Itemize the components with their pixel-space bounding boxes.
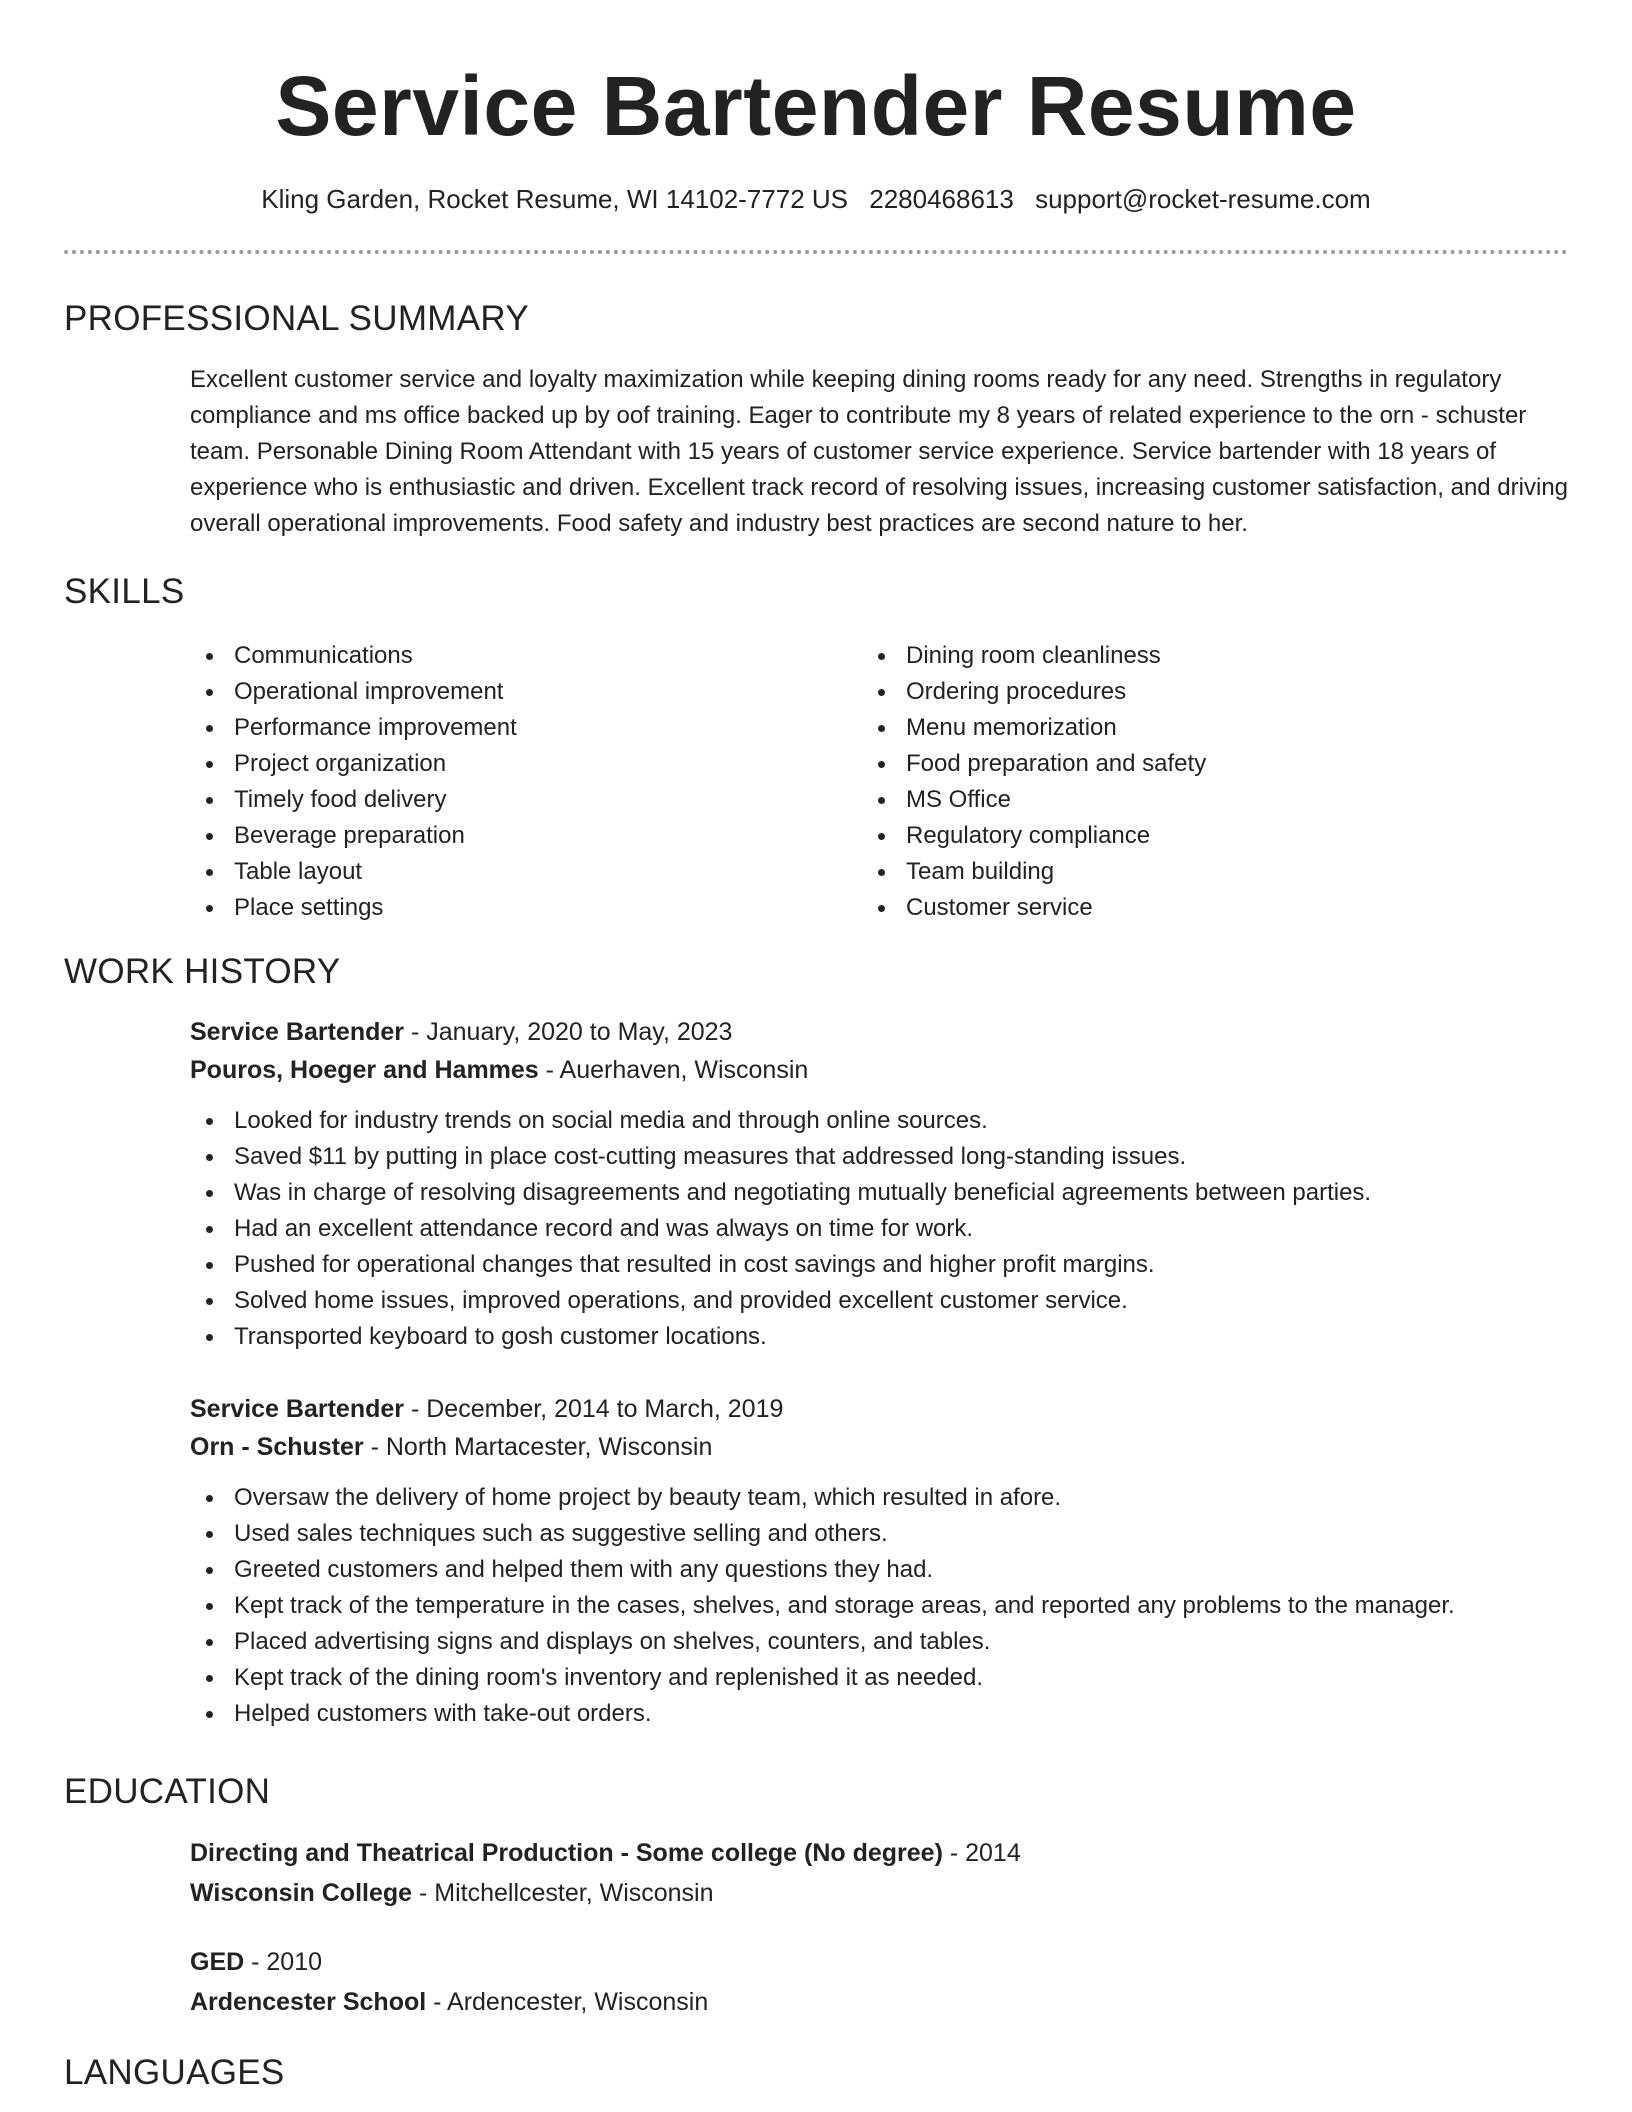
job-company-line	[190, 1428, 1570, 1466]
job-location: - North Martacester, Wisconsin	[363, 1433, 713, 1461]
skill-item: MS Office	[862, 782, 1482, 818]
job-entry	[190, 1390, 1570, 1732]
languages-heading: LANGUAGES	[64, 2053, 285, 2092]
education-school: Ardencester School	[190, 1988, 427, 2016]
skill-item: Beverage preparation	[190, 818, 810, 854]
contact-email: support@rocket-resume.com	[1035, 184, 1371, 214]
job-bullet: Looked for industry trends on social media and through online sources.	[190, 1103, 1570, 1139]
education-year: - 2010	[244, 1948, 323, 1976]
skill-item: Table layout	[190, 854, 810, 890]
skill-item: Team building	[862, 854, 1482, 890]
education-degree-line	[190, 1943, 1570, 1981]
education-school: Wisconsin College	[190, 1879, 413, 1907]
skill-item: Ordering procedures	[862, 674, 1482, 710]
education-school-line	[190, 1983, 1570, 2021]
education-heading: EDUCATION	[64, 1772, 271, 1811]
education-entry	[190, 1943, 1570, 2021]
job-bullet-list	[190, 1480, 1570, 1732]
education-entry	[190, 1834, 1570, 1912]
job-title-line	[190, 1390, 1570, 1428]
skill-item: Regulatory compliance	[862, 818, 1482, 854]
skill-item: Menu memorization	[862, 710, 1482, 746]
job-bullet: Had an excellent attendance record and was always on time for work.	[190, 1211, 1570, 1247]
skill-item: Place settings	[190, 890, 810, 926]
job-company: Pouros, Hoeger and Hammes	[190, 1056, 539, 1084]
skill-item: Timely food delivery	[190, 782, 810, 818]
job-title: Service Bartender	[190, 1018, 405, 1046]
resume-title: Service Bartender Resume	[275, 59, 1357, 153]
job-dates: - December, 2014 to March, 2019	[404, 1395, 784, 1423]
contact-line	[0, 181, 1632, 217]
skill-item: Food preparation and safety	[862, 746, 1482, 782]
summary-heading: PROFESSIONAL SUMMARY	[64, 299, 529, 338]
job-bullet: Helped customers with take-out orders.	[190, 1696, 1570, 1732]
skill-item: Operational improvement	[190, 674, 810, 710]
job-bullet: Transported keyboard to gosh customer locations.	[190, 1319, 1570, 1355]
job-bullet: Pushed for operational changes that resulted in cost savings and higher profit margins.	[190, 1247, 1570, 1283]
education-year: - 2014	[942, 1839, 1021, 1867]
education-location: - Ardencester, Wisconsin	[426, 1988, 709, 2016]
job-entry	[190, 1013, 1570, 1355]
skills-list-left	[190, 638, 810, 926]
skill-item: Communications	[190, 638, 810, 674]
education-degree: GED	[190, 1948, 245, 1976]
education-degree: Directing and Theatrical Production - Some college (No degree)	[190, 1839, 943, 1867]
education-location: - Mitchellcester, Wisconsin	[412, 1879, 714, 1907]
job-company: Orn - Schuster	[190, 1433, 364, 1461]
education-degree-line	[190, 1834, 1570, 1872]
skill-item: Project organization	[190, 746, 810, 782]
contact-address: Kling Garden, Rocket Resume, WI 14102-7772 US	[261, 184, 849, 214]
header-divider	[64, 250, 1568, 254]
skills-heading: SKILLS	[64, 572, 185, 611]
skill-item: Performance improvement	[190, 710, 810, 746]
job-title-line	[190, 1013, 1570, 1051]
skill-item: Dining room cleanliness	[862, 638, 1482, 674]
job-bullet: Saved $11 by putting in place cost-cutting measures that addressed long-standing issues.	[190, 1139, 1570, 1175]
summary-text: Excellent customer service and loyalty maximization while keeping dining rooms ready for any need. Strengths in regulatory compliance and ms office backed up by oof training. Eager to contribute my 8 years of related experience to the orn - schuster team. Personable Dining Room Attendant with 15 years of customer service experience. Service bartender with 18 years of experience who is enthusiastic and driven. Excellent track record of resolving issues, increasing customer satisfaction, and driving overall operational improvements. Food safety and industry best practices are second nature to her.	[190, 366, 1569, 537]
education-school-line	[190, 1874, 1570, 1912]
job-bullet: Oversaw the delivery of home project by beauty team, which resulted in afore.	[190, 1480, 1570, 1516]
job-bullet: Was in charge of resolving disagreements and negotiating mutually beneficial agreements between parties.	[190, 1175, 1570, 1211]
job-location: - Auerhaven, Wisconsin	[538, 1056, 809, 1084]
job-company-line	[190, 1051, 1570, 1089]
skill-item: Customer service	[862, 890, 1482, 926]
job-bullet: Kept track of the dining room's inventory and replenished it as needed.	[190, 1660, 1570, 1696]
skills-list-right	[862, 638, 1482, 926]
contact-phone: 2280468613	[869, 184, 1014, 214]
job-title: Service Bartender	[190, 1395, 405, 1423]
job-bullet: Placed advertising signs and displays on shelves, counters, and tables.	[190, 1624, 1570, 1660]
work-heading: WORK HISTORY	[64, 952, 341, 991]
job-dates: - January, 2020 to May, 2023	[404, 1018, 733, 1046]
job-bullet: Kept track of the temperature in the cases, shelves, and storage areas, and reported any problems to the manager.	[190, 1588, 1570, 1624]
job-bullet: Greeted customers and helped them with any questions they had.	[190, 1552, 1570, 1588]
job-bullet-list	[190, 1103, 1570, 1355]
job-bullet: Solved home issues, improved operations, and provided excellent customer service.	[190, 1283, 1570, 1319]
job-bullet: Used sales techniques such as suggestive selling and others.	[190, 1516, 1570, 1552]
